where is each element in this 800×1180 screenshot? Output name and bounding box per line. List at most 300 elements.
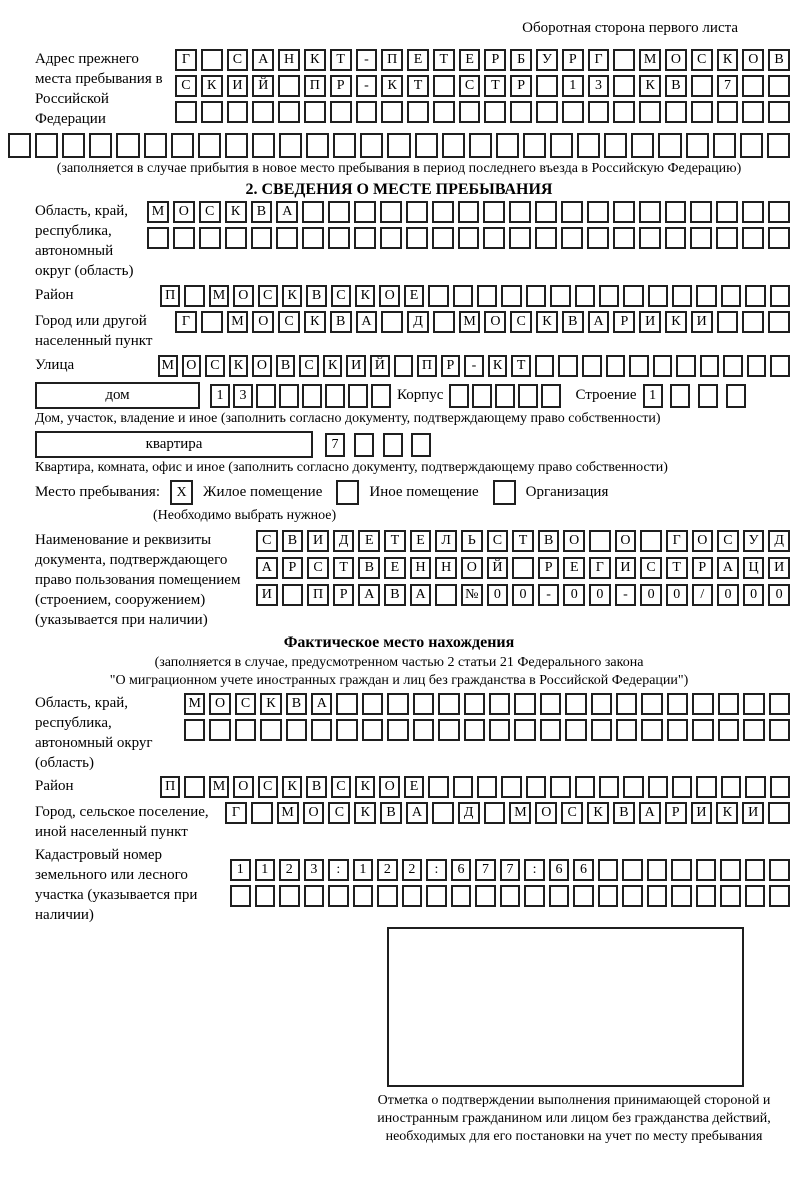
char-cell[interactable] (523, 133, 546, 158)
char-cell[interactable] (769, 885, 790, 907)
char-cell[interactable] (622, 859, 643, 881)
char-cell[interactable] (587, 227, 609, 249)
char-cell[interactable] (89, 133, 112, 158)
char-cell[interactable] (459, 101, 481, 123)
char-cell[interactable] (464, 719, 485, 741)
char-cell[interactable]: 0 (768, 584, 790, 606)
char-cell[interactable]: Р (562, 49, 584, 71)
char-cell[interactable] (252, 133, 275, 158)
char-cell[interactable]: М (227, 311, 249, 333)
char-cell[interactable] (469, 133, 492, 158)
char-cell[interactable] (147, 227, 169, 249)
char-cell[interactable]: П (304, 75, 326, 97)
char-cell[interactable] (442, 133, 465, 158)
char-cell[interactable]: 2 (402, 859, 423, 881)
char-cell[interactable] (514, 693, 535, 715)
char-cell[interactable] (726, 384, 746, 408)
char-cell[interactable]: П (160, 285, 180, 307)
char-cell[interactable]: Т (484, 75, 506, 97)
char-cell[interactable]: О (303, 802, 325, 824)
char-cell[interactable] (768, 101, 790, 123)
char-cell[interactable]: В (286, 693, 307, 715)
char-cell[interactable]: К (355, 776, 375, 798)
char-cell[interactable] (201, 49, 223, 71)
char-cell[interactable] (251, 802, 273, 824)
char-cell[interactable]: - (356, 49, 378, 71)
char-cell[interactable] (700, 355, 720, 377)
char-cell[interactable] (381, 311, 403, 333)
char-cell[interactable]: О (615, 530, 637, 552)
char-cell[interactable] (768, 75, 790, 97)
char-cell[interactable] (604, 133, 627, 158)
char-cell[interactable] (591, 693, 612, 715)
char-cell[interactable] (255, 885, 276, 907)
char-cell[interactable] (144, 133, 167, 158)
char-cell[interactable]: Й (487, 557, 509, 579)
char-cell[interactable] (489, 693, 510, 715)
char-cell[interactable] (279, 384, 299, 408)
char-cell[interactable] (575, 285, 595, 307)
char-cell[interactable]: И (691, 311, 713, 333)
char-cell[interactable]: А (358, 584, 380, 606)
char-cell[interactable] (696, 776, 716, 798)
char-cell[interactable] (599, 776, 619, 798)
char-cell[interactable] (201, 311, 223, 333)
char-cell[interactable]: М (277, 802, 299, 824)
char-cell[interactable]: 0 (589, 584, 611, 606)
char-cell[interactable] (768, 201, 790, 223)
char-cell[interactable]: Р (484, 49, 506, 71)
char-cell[interactable] (235, 719, 256, 741)
char-cell[interactable] (354, 433, 374, 457)
char-cell[interactable] (745, 285, 765, 307)
char-cell[interactable] (402, 885, 423, 907)
char-cell[interactable] (665, 101, 687, 123)
char-cell[interactable] (745, 859, 766, 881)
char-cell[interactable]: И (742, 802, 764, 824)
char-cell[interactable]: К (355, 285, 375, 307)
char-cell[interactable]: В (330, 311, 352, 333)
char-cell[interactable]: И (639, 311, 661, 333)
char-cell[interactable] (720, 859, 741, 881)
char-cell[interactable] (353, 885, 374, 907)
char-cell[interactable]: 7 (475, 859, 496, 881)
char-cell[interactable] (613, 75, 635, 97)
char-cell[interactable] (484, 101, 506, 123)
char-cell[interactable]: 1 (210, 384, 230, 408)
char-cell[interactable]: / (692, 584, 714, 606)
char-cell[interactable] (717, 101, 739, 123)
char-cell[interactable] (483, 227, 505, 249)
char-cell[interactable] (472, 384, 492, 408)
char-cell[interactable]: И (227, 75, 249, 97)
char-cell[interactable] (692, 719, 713, 741)
char-cell[interactable] (286, 719, 307, 741)
char-cell[interactable]: Е (384, 557, 406, 579)
char-cell[interactable] (377, 885, 398, 907)
char-cell[interactable]: 0 (640, 584, 662, 606)
char-cell[interactable]: 2 (279, 859, 300, 881)
char-cell[interactable] (742, 311, 764, 333)
char-cell[interactable]: И (256, 584, 278, 606)
char-cell[interactable] (613, 201, 635, 223)
char-cell[interactable]: Е (358, 530, 380, 552)
char-cell[interactable] (304, 101, 326, 123)
char-cell[interactable] (589, 530, 611, 552)
char-cell[interactable] (671, 859, 692, 881)
char-cell[interactable]: К (488, 355, 508, 377)
char-cell[interactable] (550, 776, 570, 798)
char-cell[interactable]: Д (407, 311, 429, 333)
char-cell[interactable] (325, 384, 345, 408)
char-cell[interactable] (690, 201, 712, 223)
char-cell[interactable] (696, 859, 717, 881)
char-cell[interactable] (225, 133, 248, 158)
char-cell[interactable]: В (276, 355, 296, 377)
char-cell[interactable] (616, 719, 637, 741)
char-cell[interactable] (535, 227, 557, 249)
char-cell[interactable]: Р (333, 584, 355, 606)
char-cell[interactable]: Р (538, 557, 560, 579)
char-cell[interactable] (381, 101, 403, 123)
char-cell[interactable] (613, 227, 635, 249)
char-cell[interactable] (767, 133, 790, 158)
char-cell[interactable] (433, 101, 455, 123)
char-cell[interactable]: М (158, 355, 178, 377)
char-cell[interactable] (721, 776, 741, 798)
char-cell[interactable] (587, 201, 609, 223)
char-cell[interactable]: О (252, 355, 272, 377)
char-cell[interactable]: К (587, 802, 609, 824)
char-cell[interactable] (747, 355, 767, 377)
char-cell[interactable]: И (307, 530, 329, 552)
char-cell[interactable]: С (258, 285, 278, 307)
char-cell[interactable]: С (561, 802, 583, 824)
char-cell[interactable]: И (615, 557, 637, 579)
char-cell[interactable]: Р (510, 75, 532, 97)
char-cell[interactable]: 1 (255, 859, 276, 881)
char-cell[interactable]: 6 (451, 859, 472, 881)
char-cell[interactable]: С (510, 311, 532, 333)
char-cell[interactable]: О (252, 311, 274, 333)
char-cell[interactable] (371, 384, 391, 408)
char-cell[interactable] (304, 885, 325, 907)
char-cell[interactable] (336, 719, 357, 741)
char-cell[interactable] (740, 133, 763, 158)
char-cell[interactable] (598, 859, 619, 881)
char-cell[interactable]: У (536, 49, 558, 71)
char-cell[interactable] (380, 227, 402, 249)
char-cell[interactable]: Т (384, 530, 406, 552)
char-cell[interactable] (362, 719, 383, 741)
char-cell[interactable]: К (282, 776, 302, 798)
char-cell[interactable] (690, 227, 712, 249)
char-cell[interactable]: К (716, 802, 738, 824)
char-cell[interactable] (667, 693, 688, 715)
char-cell[interactable]: Г (588, 49, 610, 71)
char-cell[interactable]: М (209, 285, 229, 307)
char-cell[interactable]: Н (278, 49, 300, 71)
char-cell[interactable] (230, 885, 251, 907)
char-cell[interactable] (565, 693, 586, 715)
char-cell[interactable] (518, 384, 538, 408)
char-cell[interactable]: 3 (233, 384, 253, 408)
char-cell[interactable] (484, 802, 506, 824)
char-cell[interactable] (550, 285, 570, 307)
char-cell[interactable] (464, 693, 485, 715)
char-cell[interactable] (582, 355, 602, 377)
char-cell[interactable] (394, 355, 414, 377)
char-cell[interactable]: 0 (717, 584, 739, 606)
char-cell[interactable] (647, 885, 668, 907)
char-cell[interactable]: А (252, 49, 274, 71)
char-cell[interactable] (692, 693, 713, 715)
char-cell[interactable] (599, 285, 619, 307)
char-cell[interactable] (483, 201, 505, 223)
char-cell[interactable]: Й (370, 355, 390, 377)
char-cell[interactable]: И (768, 557, 790, 579)
char-cell[interactable] (623, 776, 643, 798)
char-cell[interactable]: Е (459, 49, 481, 71)
char-cell[interactable]: М (459, 311, 481, 333)
char-cell[interactable] (458, 201, 480, 223)
char-cell[interactable] (428, 285, 448, 307)
char-cell[interactable]: К (225, 201, 247, 223)
char-cell[interactable] (723, 355, 743, 377)
char-cell[interactable] (562, 101, 584, 123)
char-cell[interactable]: О (535, 802, 557, 824)
char-cell[interactable] (477, 776, 497, 798)
char-cell[interactable]: 7 (325, 433, 345, 457)
char-cell[interactable] (413, 719, 434, 741)
char-cell[interactable] (613, 49, 635, 71)
char-cell[interactable] (227, 101, 249, 123)
char-cell[interactable] (328, 201, 350, 223)
char-cell[interactable]: С (278, 311, 300, 333)
char-cell[interactable]: 3 (304, 859, 325, 881)
char-cell[interactable] (718, 693, 739, 715)
char-cell[interactable]: К (381, 75, 403, 97)
char-cell[interactable] (433, 311, 455, 333)
char-cell[interactable]: Н (410, 557, 432, 579)
char-cell[interactable]: К (282, 285, 302, 307)
char-cell[interactable]: Д (768, 530, 790, 552)
char-cell[interactable] (406, 227, 428, 249)
char-cell[interactable] (641, 719, 662, 741)
char-cell[interactable]: Н (435, 557, 457, 579)
char-cell[interactable]: В (306, 285, 326, 307)
char-cell[interactable]: В (251, 201, 273, 223)
char-cell[interactable]: 7 (717, 75, 739, 97)
char-cell[interactable] (306, 133, 329, 158)
char-cell[interactable]: У (743, 530, 765, 552)
char-cell[interactable]: М (147, 201, 169, 223)
char-cell[interactable] (742, 201, 764, 223)
char-cell[interactable] (501, 776, 521, 798)
char-cell[interactable] (333, 133, 356, 158)
char-cell[interactable]: А (410, 584, 432, 606)
char-cell[interactable] (768, 311, 790, 333)
char-cell[interactable]: П (160, 776, 180, 798)
char-cell[interactable]: К (665, 311, 687, 333)
char-cell[interactable]: О (563, 530, 585, 552)
char-cell[interactable] (302, 384, 322, 408)
char-cell[interactable]: С (307, 557, 329, 579)
char-cell[interactable]: С (640, 557, 662, 579)
char-cell[interactable] (743, 693, 764, 715)
char-cell[interactable] (184, 719, 205, 741)
char-cell[interactable]: П (307, 584, 329, 606)
char-cell[interactable] (514, 719, 535, 741)
char-cell[interactable]: 1 (353, 859, 374, 881)
char-cell[interactable]: О (692, 530, 714, 552)
char-cell[interactable] (489, 719, 510, 741)
char-cell[interactable] (328, 885, 349, 907)
char-cell[interactable]: В (665, 75, 687, 97)
char-cell[interactable] (209, 719, 230, 741)
char-cell[interactable] (540, 719, 561, 741)
char-cell[interactable]: 3 (588, 75, 610, 97)
char-cell[interactable]: : (524, 859, 545, 881)
char-cell[interactable]: А (639, 802, 661, 824)
stay-type-checkbox-residential[interactable]: X (170, 480, 193, 505)
char-cell[interactable] (387, 719, 408, 741)
char-cell[interactable] (716, 227, 738, 249)
char-cell[interactable]: : (328, 859, 349, 881)
char-cell[interactable]: 0 (512, 584, 534, 606)
char-cell[interactable] (691, 75, 713, 97)
char-cell[interactable] (279, 133, 302, 158)
char-cell[interactable]: К (536, 311, 558, 333)
char-cell[interactable]: В (306, 776, 326, 798)
stay-type-checkbox-organization[interactable] (493, 480, 516, 505)
char-cell[interactable] (561, 227, 583, 249)
char-cell[interactable] (252, 101, 274, 123)
char-cell[interactable] (383, 433, 403, 457)
char-cell[interactable]: Т (330, 49, 352, 71)
char-cell[interactable]: О (233, 285, 253, 307)
char-cell[interactable]: А (276, 201, 298, 223)
char-cell[interactable]: С (459, 75, 481, 97)
char-cell[interactable]: С (331, 776, 351, 798)
char-cell[interactable]: С (299, 355, 319, 377)
char-cell[interactable] (524, 885, 545, 907)
char-cell[interactable]: Р (665, 802, 687, 824)
char-cell[interactable] (453, 285, 473, 307)
char-cell[interactable]: Е (407, 49, 429, 71)
char-cell[interactable] (631, 133, 654, 158)
char-cell[interactable] (720, 885, 741, 907)
char-cell[interactable] (616, 693, 637, 715)
char-cell[interactable] (770, 776, 790, 798)
char-cell[interactable] (411, 433, 431, 457)
char-cell[interactable] (629, 355, 649, 377)
char-cell[interactable] (676, 355, 696, 377)
char-cell[interactable]: Д (333, 530, 355, 552)
char-cell[interactable] (432, 802, 454, 824)
char-cell[interactable]: 1 (643, 384, 663, 408)
char-cell[interactable]: А (356, 311, 378, 333)
char-cell[interactable]: Е (563, 557, 585, 579)
char-cell[interactable] (672, 776, 692, 798)
char-cell[interactable]: О (379, 285, 399, 307)
char-cell[interactable]: Т (511, 355, 531, 377)
char-cell[interactable]: М (184, 693, 205, 715)
char-cell[interactable]: О (742, 49, 764, 71)
char-cell[interactable]: Ц (743, 557, 765, 579)
char-cell[interactable] (639, 101, 661, 123)
char-cell[interactable] (696, 885, 717, 907)
char-cell[interactable] (260, 719, 281, 741)
char-cell[interactable] (769, 859, 790, 881)
char-cell[interactable] (768, 802, 790, 824)
char-cell[interactable] (535, 355, 555, 377)
char-cell[interactable]: Г (175, 311, 197, 333)
char-cell[interactable] (575, 776, 595, 798)
char-cell[interactable]: 0 (743, 584, 765, 606)
char-cell[interactable] (565, 719, 586, 741)
char-cell[interactable] (526, 776, 546, 798)
char-cell[interactable]: Г (666, 530, 688, 552)
char-cell[interactable] (742, 227, 764, 249)
char-cell[interactable]: - (538, 584, 560, 606)
char-cell[interactable] (458, 227, 480, 249)
char-cell[interactable] (282, 584, 304, 606)
char-cell[interactable] (591, 719, 612, 741)
char-cell[interactable] (453, 776, 473, 798)
char-cell[interactable]: Г (175, 49, 197, 71)
char-cell[interactable]: 6 (573, 859, 594, 881)
char-cell[interactable]: И (346, 355, 366, 377)
char-cell[interactable] (623, 285, 643, 307)
char-cell[interactable]: О (484, 311, 506, 333)
char-cell[interactable] (535, 201, 557, 223)
char-cell[interactable] (717, 311, 739, 333)
char-cell[interactable]: Е (404, 776, 424, 798)
char-cell[interactable] (354, 201, 376, 223)
char-cell[interactable] (536, 75, 558, 97)
char-cell[interactable] (184, 776, 204, 798)
char-cell[interactable] (35, 133, 58, 158)
char-cell[interactable]: М (209, 776, 229, 798)
char-cell[interactable] (251, 227, 273, 249)
char-cell[interactable] (495, 384, 515, 408)
char-cell[interactable]: П (381, 49, 403, 71)
char-cell[interactable] (672, 285, 692, 307)
char-cell[interactable]: 6 (549, 859, 570, 881)
char-cell[interactable] (477, 285, 497, 307)
char-cell[interactable]: С (227, 49, 249, 71)
char-cell[interactable]: К (229, 355, 249, 377)
char-cell[interactable] (696, 285, 716, 307)
char-cell[interactable]: С (331, 285, 351, 307)
char-cell[interactable] (639, 227, 661, 249)
char-cell[interactable] (770, 285, 790, 307)
char-cell[interactable] (354, 227, 376, 249)
char-cell[interactable] (742, 101, 764, 123)
char-cell[interactable] (501, 285, 521, 307)
char-cell[interactable]: 7 (500, 859, 521, 881)
char-cell[interactable]: К (304, 311, 326, 333)
char-cell[interactable] (328, 227, 350, 249)
char-cell[interactable] (541, 384, 561, 408)
char-cell[interactable] (500, 885, 521, 907)
char-cell[interactable] (406, 201, 428, 223)
char-cell[interactable] (175, 101, 197, 123)
char-cell[interactable] (413, 693, 434, 715)
char-cell[interactable] (356, 101, 378, 123)
char-cell[interactable]: Г (589, 557, 611, 579)
